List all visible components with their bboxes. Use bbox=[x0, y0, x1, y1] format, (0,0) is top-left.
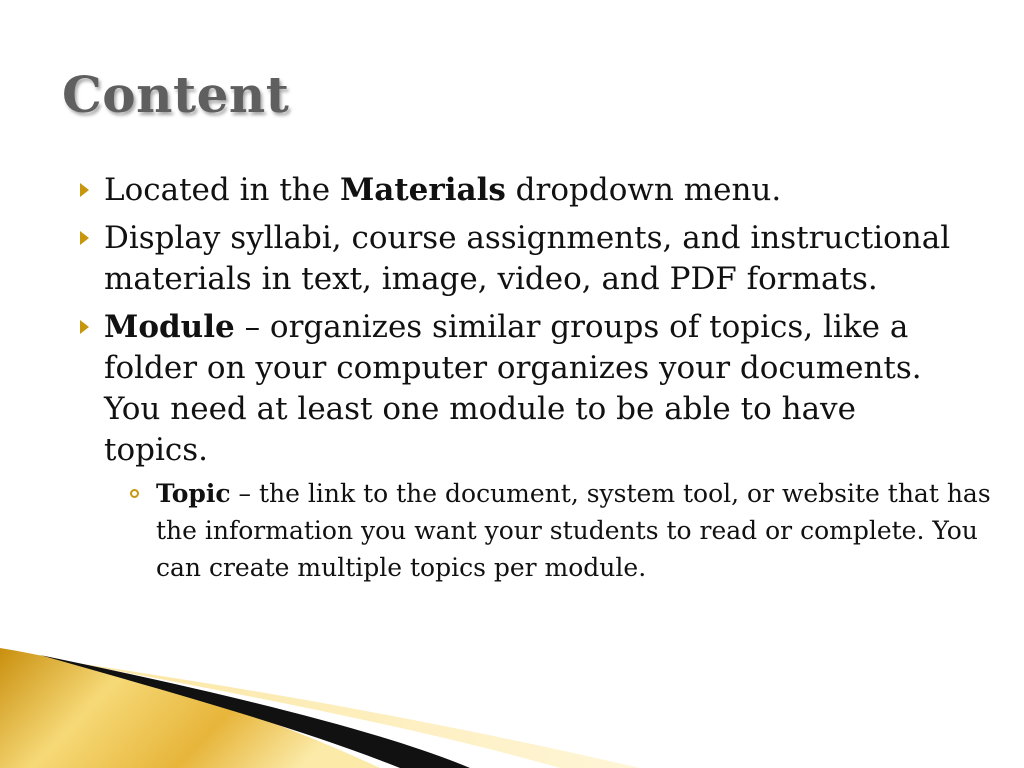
bullet-text-bold: Materials bbox=[339, 172, 506, 208]
sub-bullet-text-bold: Topic bbox=[156, 479, 231, 508]
bullet-text: Display syllabi, course assignments, and instructional materials in text, image, video, and PDF formats. bbox=[104, 220, 951, 297]
bullet-text-post: – organizes similar groups of topics, like a folder on your computer organizes your documents. You need at least one module to be able to have topics. bbox=[104, 309, 922, 468]
bullet-text-post: dropdown menu. bbox=[505, 172, 782, 208]
bullet-text-bold: Module bbox=[104, 309, 235, 345]
slide-title: Content bbox=[62, 65, 290, 124]
sub-bullet-text-post: – the link to the document, system tool, or website that has the information you want your students to read or complete. You can create multiple topics per module. bbox=[156, 479, 991, 582]
bullet-text-pre: Located in the bbox=[104, 172, 340, 208]
